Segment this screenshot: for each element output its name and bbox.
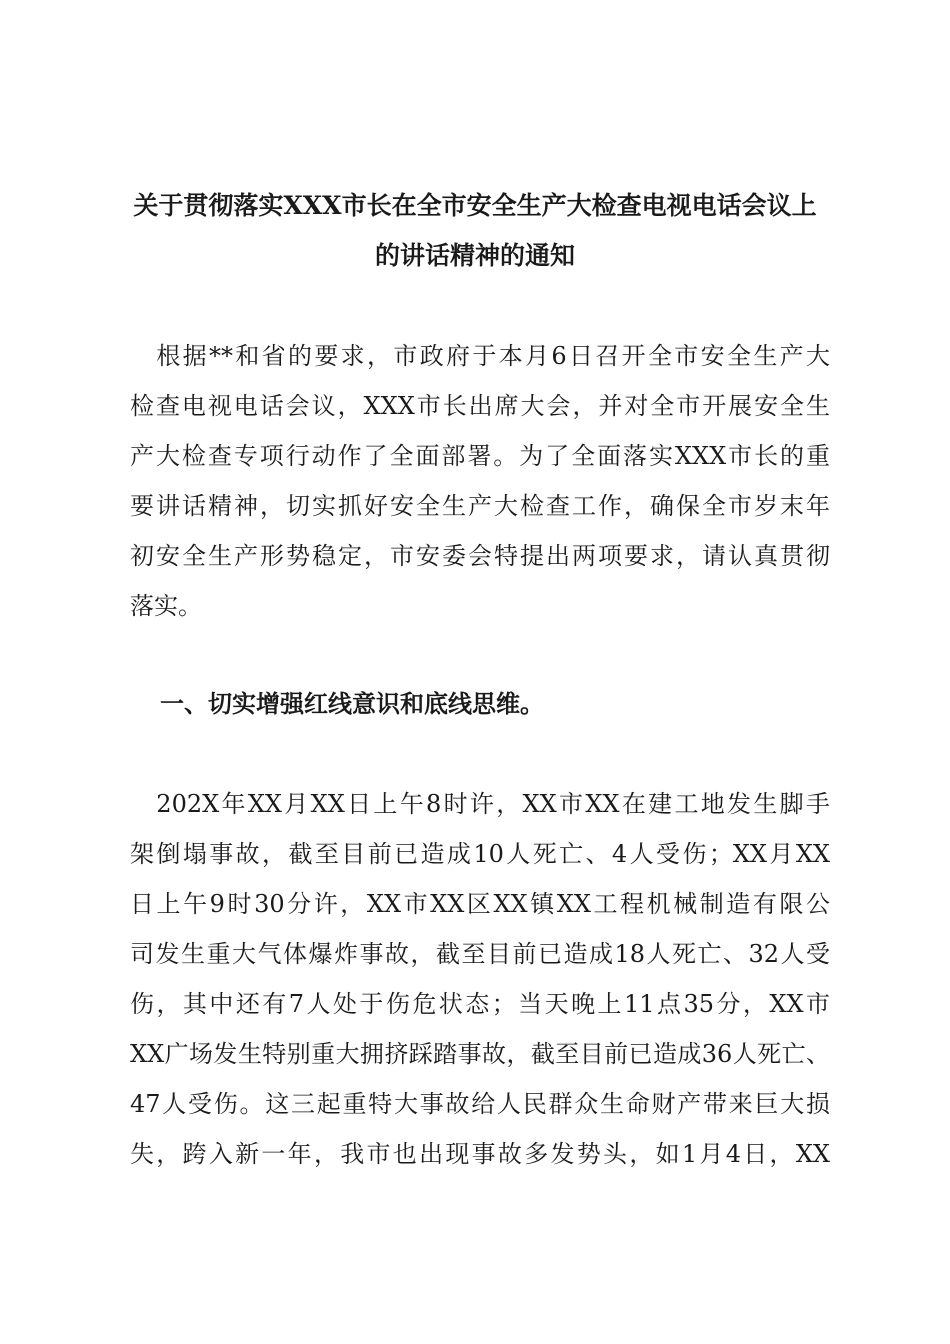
- document-title-line-2: 的讲话精神的通知: [374, 241, 575, 270]
- section-1-line-6: XX广场发生特别重大拥挤踩踏事故，截至目前已造成36人死亡、: [130, 1040, 830, 1068]
- intro-line-6: 落实。: [130, 592, 202, 620]
- intro-line-2: 检查电视电话会议，XXX市长出席大会，并对全市开展安全生: [130, 392, 830, 420]
- section-1-line-8: 失，跨入新一年，我市也出现事故多发势头，如1月4日，XX: [130, 1140, 830, 1168]
- intro-line-1: 根据**和省的要求，市政府于本月6日召开全市安全生产大: [130, 342, 830, 370]
- intro-line-3: 产大检查专项行动作了全面部署。为了全面落实XXX市长的重: [130, 442, 830, 470]
- intro-line-5: 初安全生产形势稳定，市安委会特提出两项要求，请认真贯彻: [130, 542, 830, 570]
- section-1-line-2: 架倒塌事故，截至目前已造成10人死亡、4人受伤；XX月XX: [130, 840, 830, 868]
- section-1-line-5: 伤，其中还有7人处于伤危状态；当天晚上11点35分，XX市: [130, 990, 830, 1018]
- section-1-line-1: 202X年XX月XX日上午8时许，XX市XX在建工地发生脚手: [130, 790, 830, 818]
- section-1-heading: 一、切实增强红线意识和底线思维。: [160, 689, 544, 718]
- section-1-line-3: 日上午9时30分许，XX市XX区XX镇XX工程机械制造有限公: [130, 890, 830, 918]
- document-title-line-1: 关于贯彻落实XXX市长在全市安全生产大检查电视电话会议上: [133, 191, 817, 220]
- section-1-line-4: 司发生重大气体爆炸事故，截至目前已造成18人死亡、32人受: [130, 940, 830, 968]
- intro-line-4: 要讲话精神，切实抓好安全生产大检查工作，确保全市岁末年: [130, 492, 830, 520]
- section-1-line-7: 47人受伤。这三起重特大事故给人民群众生命财产带来巨大损: [130, 1090, 830, 1118]
